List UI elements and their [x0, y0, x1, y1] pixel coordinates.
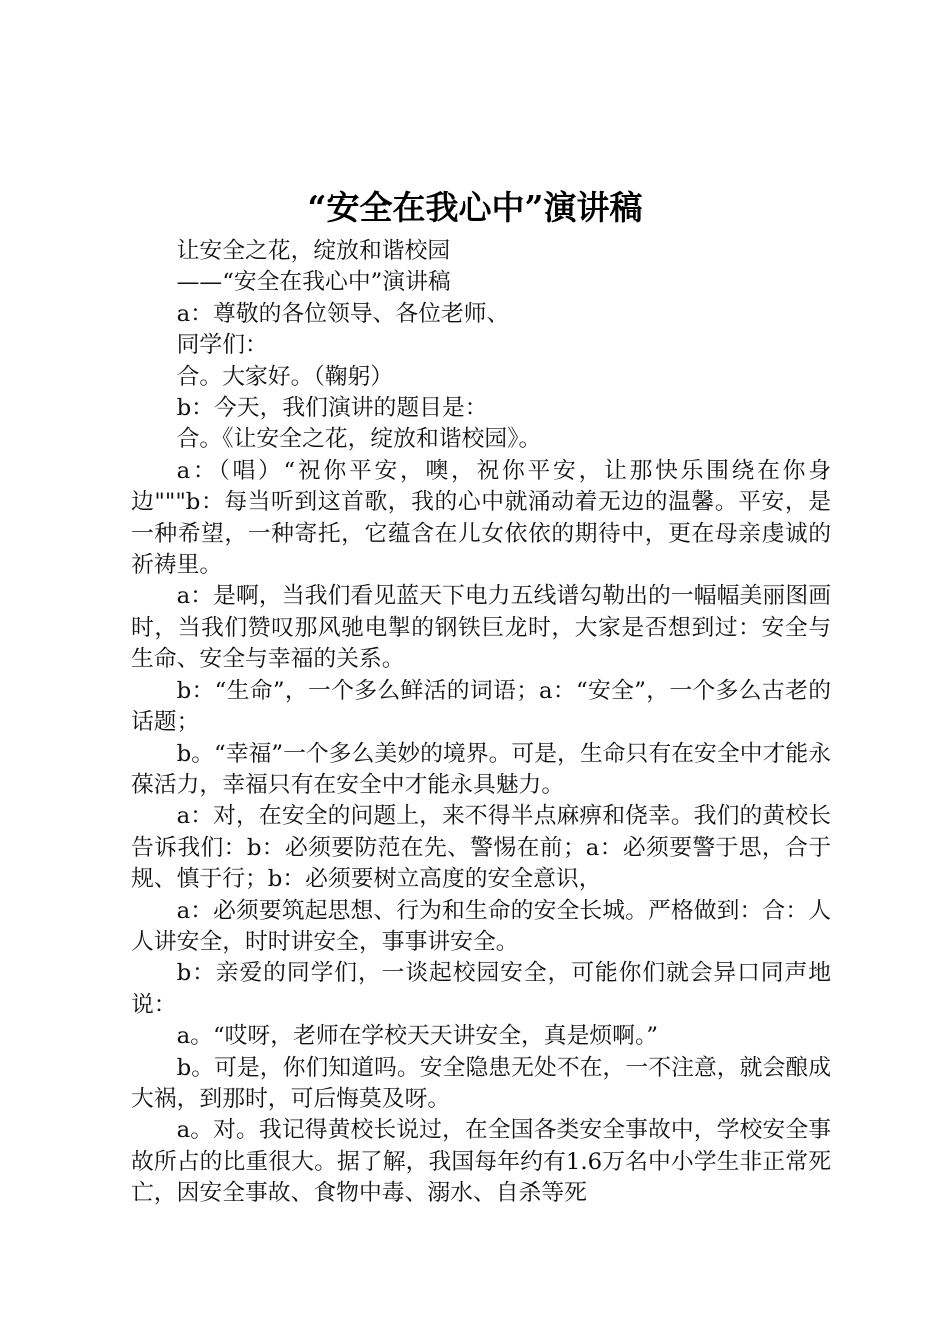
paragraph: a。“哎呀，老师在学校天天讲安全，真是烦啊。” [176, 1023, 659, 1050]
paragraph: b。可是，你们知道吗。安全隐患无处不在，一不注意，就会酿成大祸，到那时，可后悔莫及呀。 [131, 1054, 831, 1112]
paragraph: a：（唱）“祝你平安，噢，祝你平安，让那快乐围绕在你身边"""b：每当听到这首歌，我的心中就涌动着无边的温馨。平安，是一种希望，一种寄托，它蕴含在儿女依依的期待中，更在母亲虔诚的祈祷里。 [131, 457, 831, 579]
paragraph: 同学们： [176, 332, 268, 359]
document-title: “安全在我心中”演讲稿 [307, 188, 643, 227]
paragraph: a。对。我记得黄校长说过，在全国各类安全事故中，学校安全事故所占的比重很大。据了解，我国每年约有1.6万名中小学生非正常死亡，因安全事故、食物中毒、溺水、自杀等死 [131, 1117, 831, 1207]
paragraph: 让安全之花，绽放和谐校园 [176, 238, 451, 264]
paragraph: ——“安全在我心中”演讲稿 [176, 269, 451, 296]
paragraph: a：尊敬的各位领导、各位老师、 [176, 300, 510, 327]
paragraph: 合。《让安全之花，绽放和谐校园》。 [176, 426, 542, 453]
paragraph: a：必须要筑起思想、行为和生命的安全长城。严格做到：合：人人讲安全，时时讲安全，事事讲安全。 [131, 897, 831, 955]
paragraph: a：是啊，当我们看见蓝天下电力五线谱勾勒出的一幅幅美丽图画时，当我们赞叹那风驰电掣的钢铁巨龙时，大家是否想到过：安全与生命、安全与幸福的关系。 [131, 583, 831, 673]
paragraph: b：“生命”，一个多么鲜活的词语；a：“安全”，一个多么古老的话题； [131, 677, 831, 736]
paragraph: b：今天，我们演讲的题目是： [176, 395, 488, 422]
paragraph: 合。大家好。（鞠躬） [176, 363, 394, 390]
paragraph: b。“幸福”一个多么美妙的境界。可是，生命只有在安全中才能永葆活力，幸福只有在安全中才能永具魅力。 [131, 740, 831, 798]
document-body [131, 236, 831, 1210]
paragraph: b：亲爱的同学们，一谈起校园安全，可能你们就会异口同声地说： [131, 960, 831, 1018]
paragraph: a：对，在安全的问题上，来不得半点麻痹和侥幸。我们的黄校长告诉我们：b：必须要防范在先、警惕在前；a：必须要警于思，合于规、慎于行；b：必须要树立高度的安全意识， [131, 803, 831, 893]
